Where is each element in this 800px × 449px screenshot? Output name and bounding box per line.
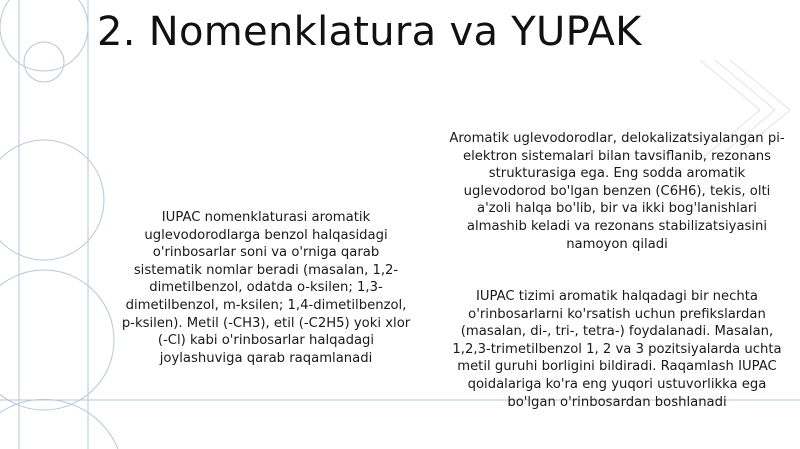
decor-circle-small (24, 42, 64, 82)
right-top-text-block: Aromatik uglevodorodlar, delokalizatsiyalangan pi-elektron sistemalari bilan tavsiflanib, rezonans strukturasiga ega. Eng sodda aromatik uglevodorod bo'lgan benzen (C6H6), tekis, olti a'zoli halqa bo'lib, bir va ikki bog'lanishlari almashib keladi va rezonans stabilizatsiyasini namoyon qiladi (449, 131, 785, 252)
left-text-block: IUPAC nomenklaturasi aromatik uglevodorodlarga benzol halqasidagi o'rinbosarlar soni va o'rniga qarab sistematik nomlar beradi (masalan, 1,2-dimetilbenzol, odatda o-ksilen; 1,3-dimetilbenzol, m-ksilen; 1,4-dimetilbenzol, p-ksilen). Metil (-CH3), etil (-C2H5) yoki xlor (-Cl) kabi o'rinbosarlar halqadagi joylashuviga qarab raqamlanadi (121, 210, 411, 366)
right-bottom-text-block: IUPAC tizimi aromatik halqadagi bir nechta o'rinbosarlarni ko'rsatish uchun prefikslardan (masalan, di-, tri-, tetra-) foydalanadi. Masalan, 1,2,3-trimetilbenzol 1, 2 va 3 pozitsiyalarda uchta metil guruhi borligini bildiradi. Raqamlash IUPAC qoidalariga ko'ra eng yuqori ustuvorlikka ega bo'lgan o'rinbosardan boshlanadi (452, 289, 782, 410)
decor-circle-bottom (0, 270, 114, 410)
slide-title: 2. Nomenklatura va YUPAK (97, 9, 642, 55)
decor-arc-lower (0, 399, 118, 449)
decor-circle-top (0, 0, 88, 71)
